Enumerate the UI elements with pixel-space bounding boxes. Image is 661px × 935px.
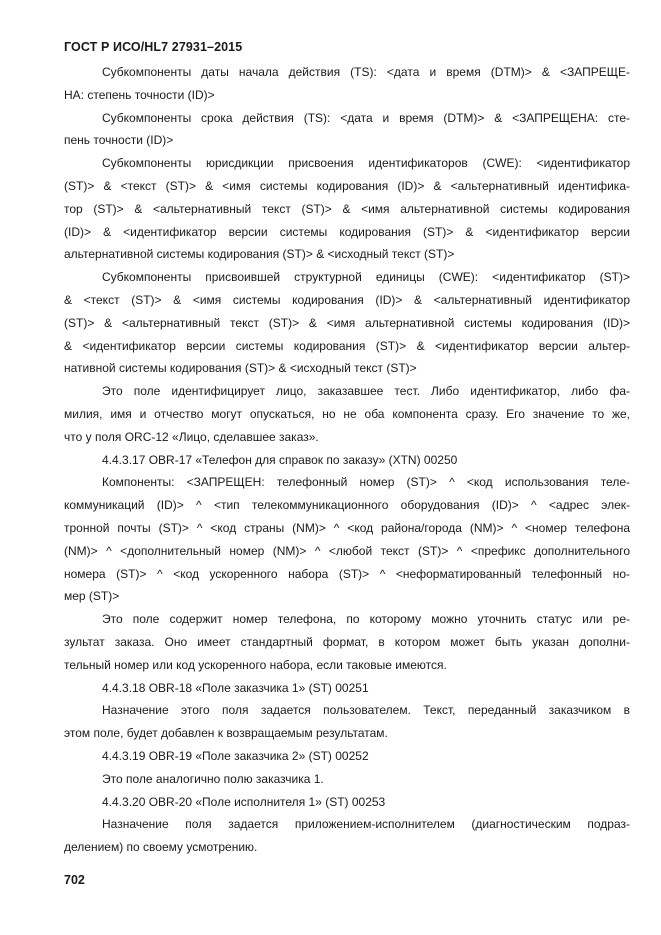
text-line: Это поле идентифицирует лицо, заказавшее тест. Либо идентификатор, либо фа- (102, 384, 630, 399)
text-line: зультат заказа. Оно имеет стандартный формат, в котором может быть указан дополни- (64, 634, 630, 649)
text-line: Субкомпоненты присвоившей структурной единицы (CWE): <идентификатор (ST)> (102, 270, 630, 285)
text-line: & <идентификатор версии системы кодирования (ST)> & <идентификатор версии альтер- (64, 338, 630, 353)
text-line: (ST)> & <текст (ST)> & <имя системы кодирования (ID)> & <альтернативный идентифика- (64, 178, 630, 193)
document-body (64, 61, 630, 859)
text-line: пень точности (ID)> (64, 133, 174, 148)
text-line: Это поле аналогично полю заказчика 1. (102, 771, 324, 786)
text-line: коммуникаций (ID)> ^ <тип телекоммуникационного оборудования (ID)> ^ <адрес элек- (64, 498, 630, 513)
text-line: тельный номер или код ускоренного набора, если таковые имеются. (64, 657, 447, 672)
document-header: ГОСТ Р ИСО/HL7 27931–2015 (64, 40, 243, 54)
text-line: тронной почты (ST)> ^ <код страны (NM)> ^ <код района/города (NM)> ^ <номер телефона (64, 520, 630, 535)
text-line: Компоненты: <ЗАПРЕЩЕН: телефонный номер (ST)> ^ <код использования теле- (102, 475, 630, 490)
text-line: Субкомпоненты даты начала действия (TS): <дата и время (DTM)> & <ЗАПРЕЩЕ- (102, 65, 630, 79)
text-line: 4.4.3.19 OBR-19 «Поле заказчика 2» (ST) 00252 (102, 748, 369, 763)
text-line: НА: степень точности (ID)> (64, 87, 215, 102)
text-line: делением) по своему усмотрению. (64, 840, 258, 855)
text-line: & <текст (ST)> & <имя системы кодирования (ID)> & <альтернативный идентификатор (64, 292, 630, 307)
text-line: 4.4.3.17 OBR-17 «Телефон для справок по заказу» (XTN) 00250 (102, 452, 458, 467)
text-line: тор (ST)> & <альтернативный текст (ST)> & <имя альтернативной системы кодирования (64, 201, 630, 216)
page-number: 702 (64, 873, 85, 887)
text-line: Субкомпоненты юрисдикции присвоения идентификаторов (CWE): <идентификатор (102, 156, 630, 171)
text-line: 4.4.3.20 OBR-20 «Поле исполнителя 1» (ST) 00253 (102, 794, 386, 809)
text-line: 4.4.3.18 OBR-18 «Поле заказчика 1» (ST) 00251 (102, 680, 369, 695)
text-line: что у поля ORC-12 «Лицо, сделавшее заказ». (64, 429, 319, 444)
text-line: Это поле содержит номер телефона, по которому можно уточнить статус или ре- (102, 612, 630, 627)
text-line: нативной системы кодирования (ST)> & <исходный текст (ST)> (64, 361, 417, 376)
text-line: (NM)> ^ <дополнительный номер (NM)> ^ <любой текст (ST)> ^ <префикс дополнительного (64, 543, 630, 558)
text-line: этом поле, будет добавлен к возвращаемым результатам. (64, 726, 388, 741)
text-line: альтернативной системы кодирования (ST)> & <исходный текст (ST)> (64, 247, 455, 262)
text-line: (ST)> & <альтернативный текст (ST)> & <имя альтернативной системы кодирования (ID)> (64, 315, 630, 330)
text-line: (ID)> & <идентификатор версии системы кодирования (ST)> & <идентификатор версии (64, 224, 630, 239)
text-line: Субкомпоненты срока действия (TS): <дата и время (DTM)> & <ЗАПРЕЩЕНА: сте- (102, 110, 630, 125)
text-line: Назначение поля задается приложением-исполнителем (диагностическим подраз- (102, 817, 630, 832)
text-line: милия, имя и отчество могут опускаться, но не оба компонента сразу. Его значение то же, (64, 406, 630, 421)
text-line: Назначение этого поля задается пользователем. Текст, переданный заказчиком в (102, 703, 630, 718)
text-line: мер (ST)> (64, 589, 120, 604)
text-line: номера (ST)> ^ <код ускоренного набора (ST)> ^ <неформатированный телефонный но- (64, 566, 630, 581)
